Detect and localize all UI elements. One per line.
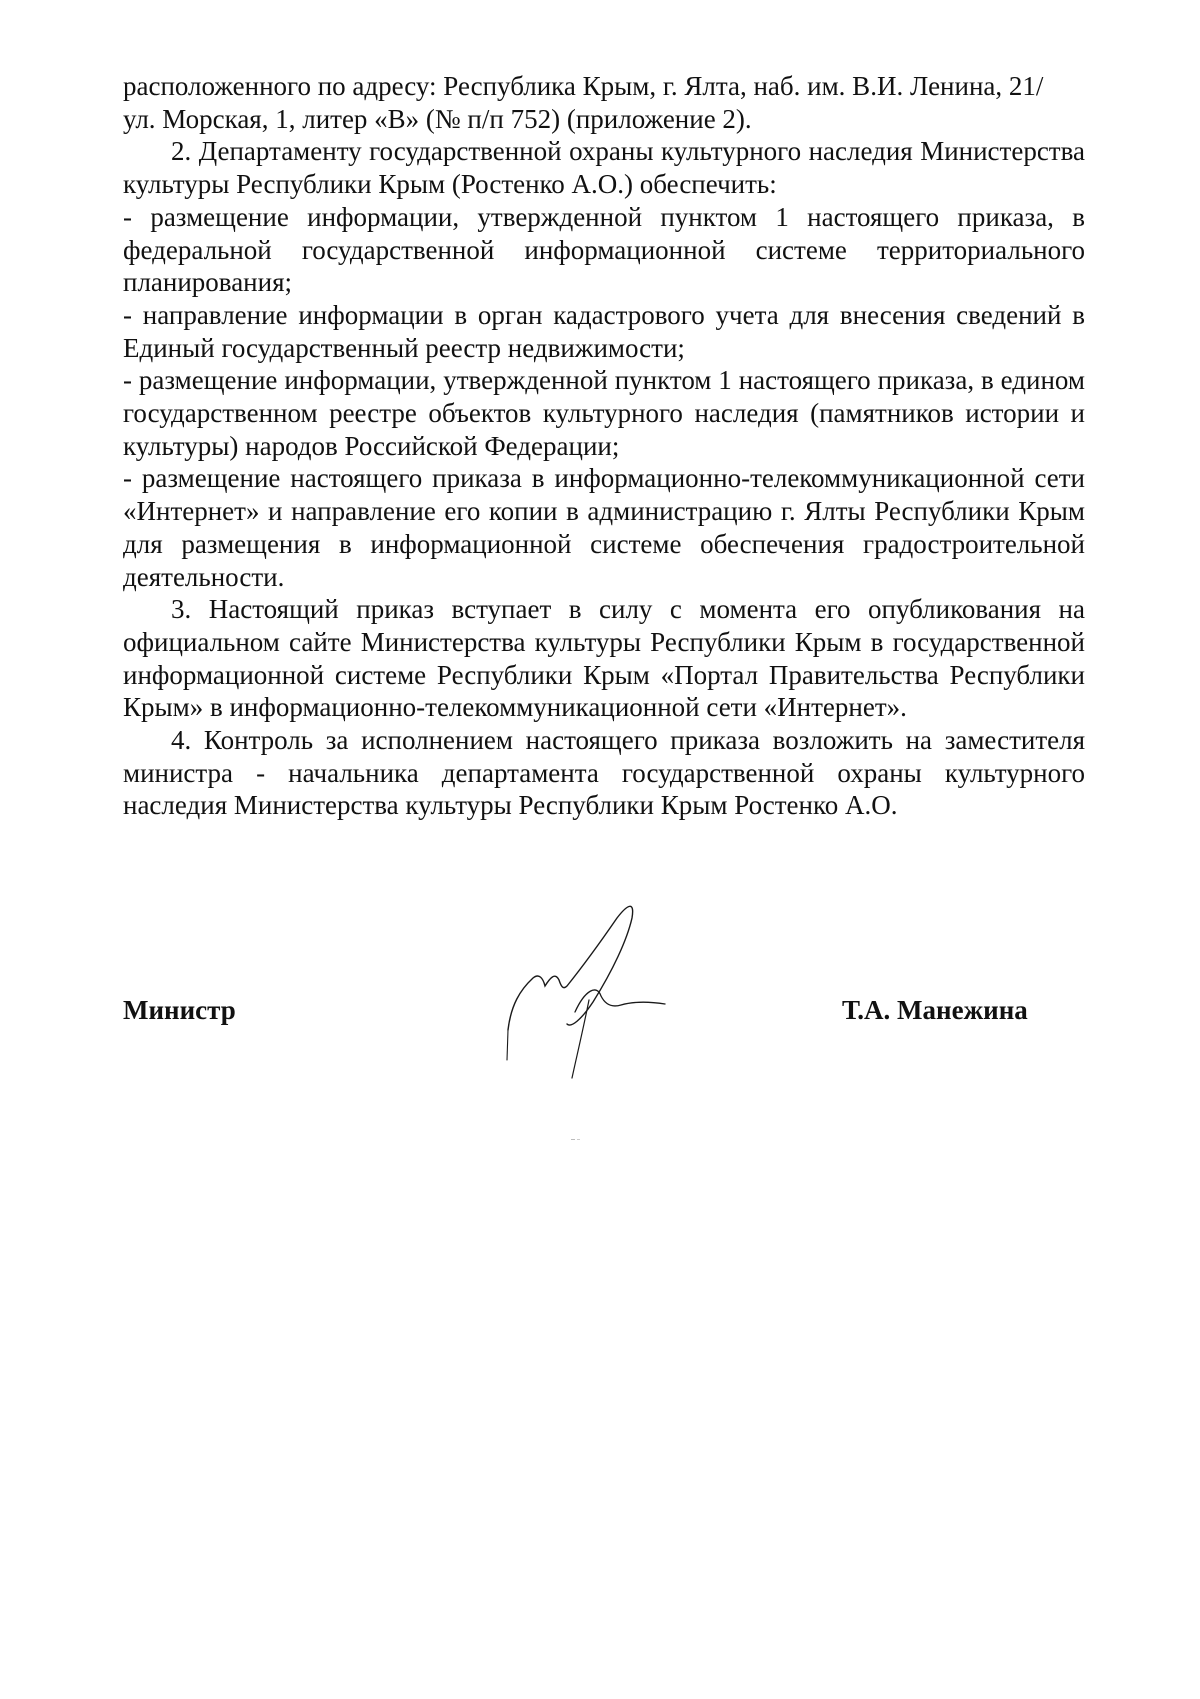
paragraph-address-line-1: расположенного по адресу: Республика Крым, г. Ялта, наб. им. В.И. Ленина, 21/: [123, 71, 1044, 101]
bullet-item-3: - размещение информации, утвержденной пунктом 1 настоящего приказа, в едином государственном реестре объектов культурного наследия (памятников истории и культуры) народов Российской Федерации;: [123, 365, 1085, 461]
bullet-item-2: - направление информации в орган кадастрового учета для внесения сведений в Единый государственный реестр недвижимости;: [123, 299, 1085, 363]
document-body: [123, 70, 1085, 822]
signature-block: [0, 995, 1200, 1035]
bullet-item-4: - размещение настоящего приказа в информационно-телекоммуникационной сети «Интернет» и направление его копии в администрацию г. Ялты Республики Крым для размещения в информационной системе обеспечения градостроительной деятельности.: [123, 463, 1085, 592]
signatory-position: Министр: [123, 995, 236, 1025]
scan-speck: [570, 1138, 582, 1141]
paragraph-item-4: 4. Контроль за исполнением настоящего приказа возложить на заместителя министра - начальника департамента государственной охраны культурного наследия Министерства культуры Республики Крым Ростенко А.О.: [123, 725, 1085, 821]
paragraph-item-2: 2. Департаменту государственной охраны культурного наследия Министерства культуры Республики Крым (Ростенко А.О.) обеспечить:: [123, 136, 1085, 200]
paragraph-address-line-2: ул. Морская, 1, литер «В» (№ п/п 752) (приложение 2).: [123, 103, 752, 134]
paragraph-item-3: 3. Настоящий приказ вступает в силу с момента его опубликования на официальном сайте Министерства культуры Республики Крым в государственной информационной системе Республики Крым «Портал Правительства Республики Крым» в информационно-телекоммуникационной сети «Интернет».: [123, 594, 1085, 723]
bullet-item-1: - размещение информации, утвержденной пунктом 1 настоящего приказа, в федеральной государственной информационной системе территориального планирования;: [123, 201, 1085, 298]
signatory-name: Т.А. Манежина: [842, 995, 1028, 1025]
